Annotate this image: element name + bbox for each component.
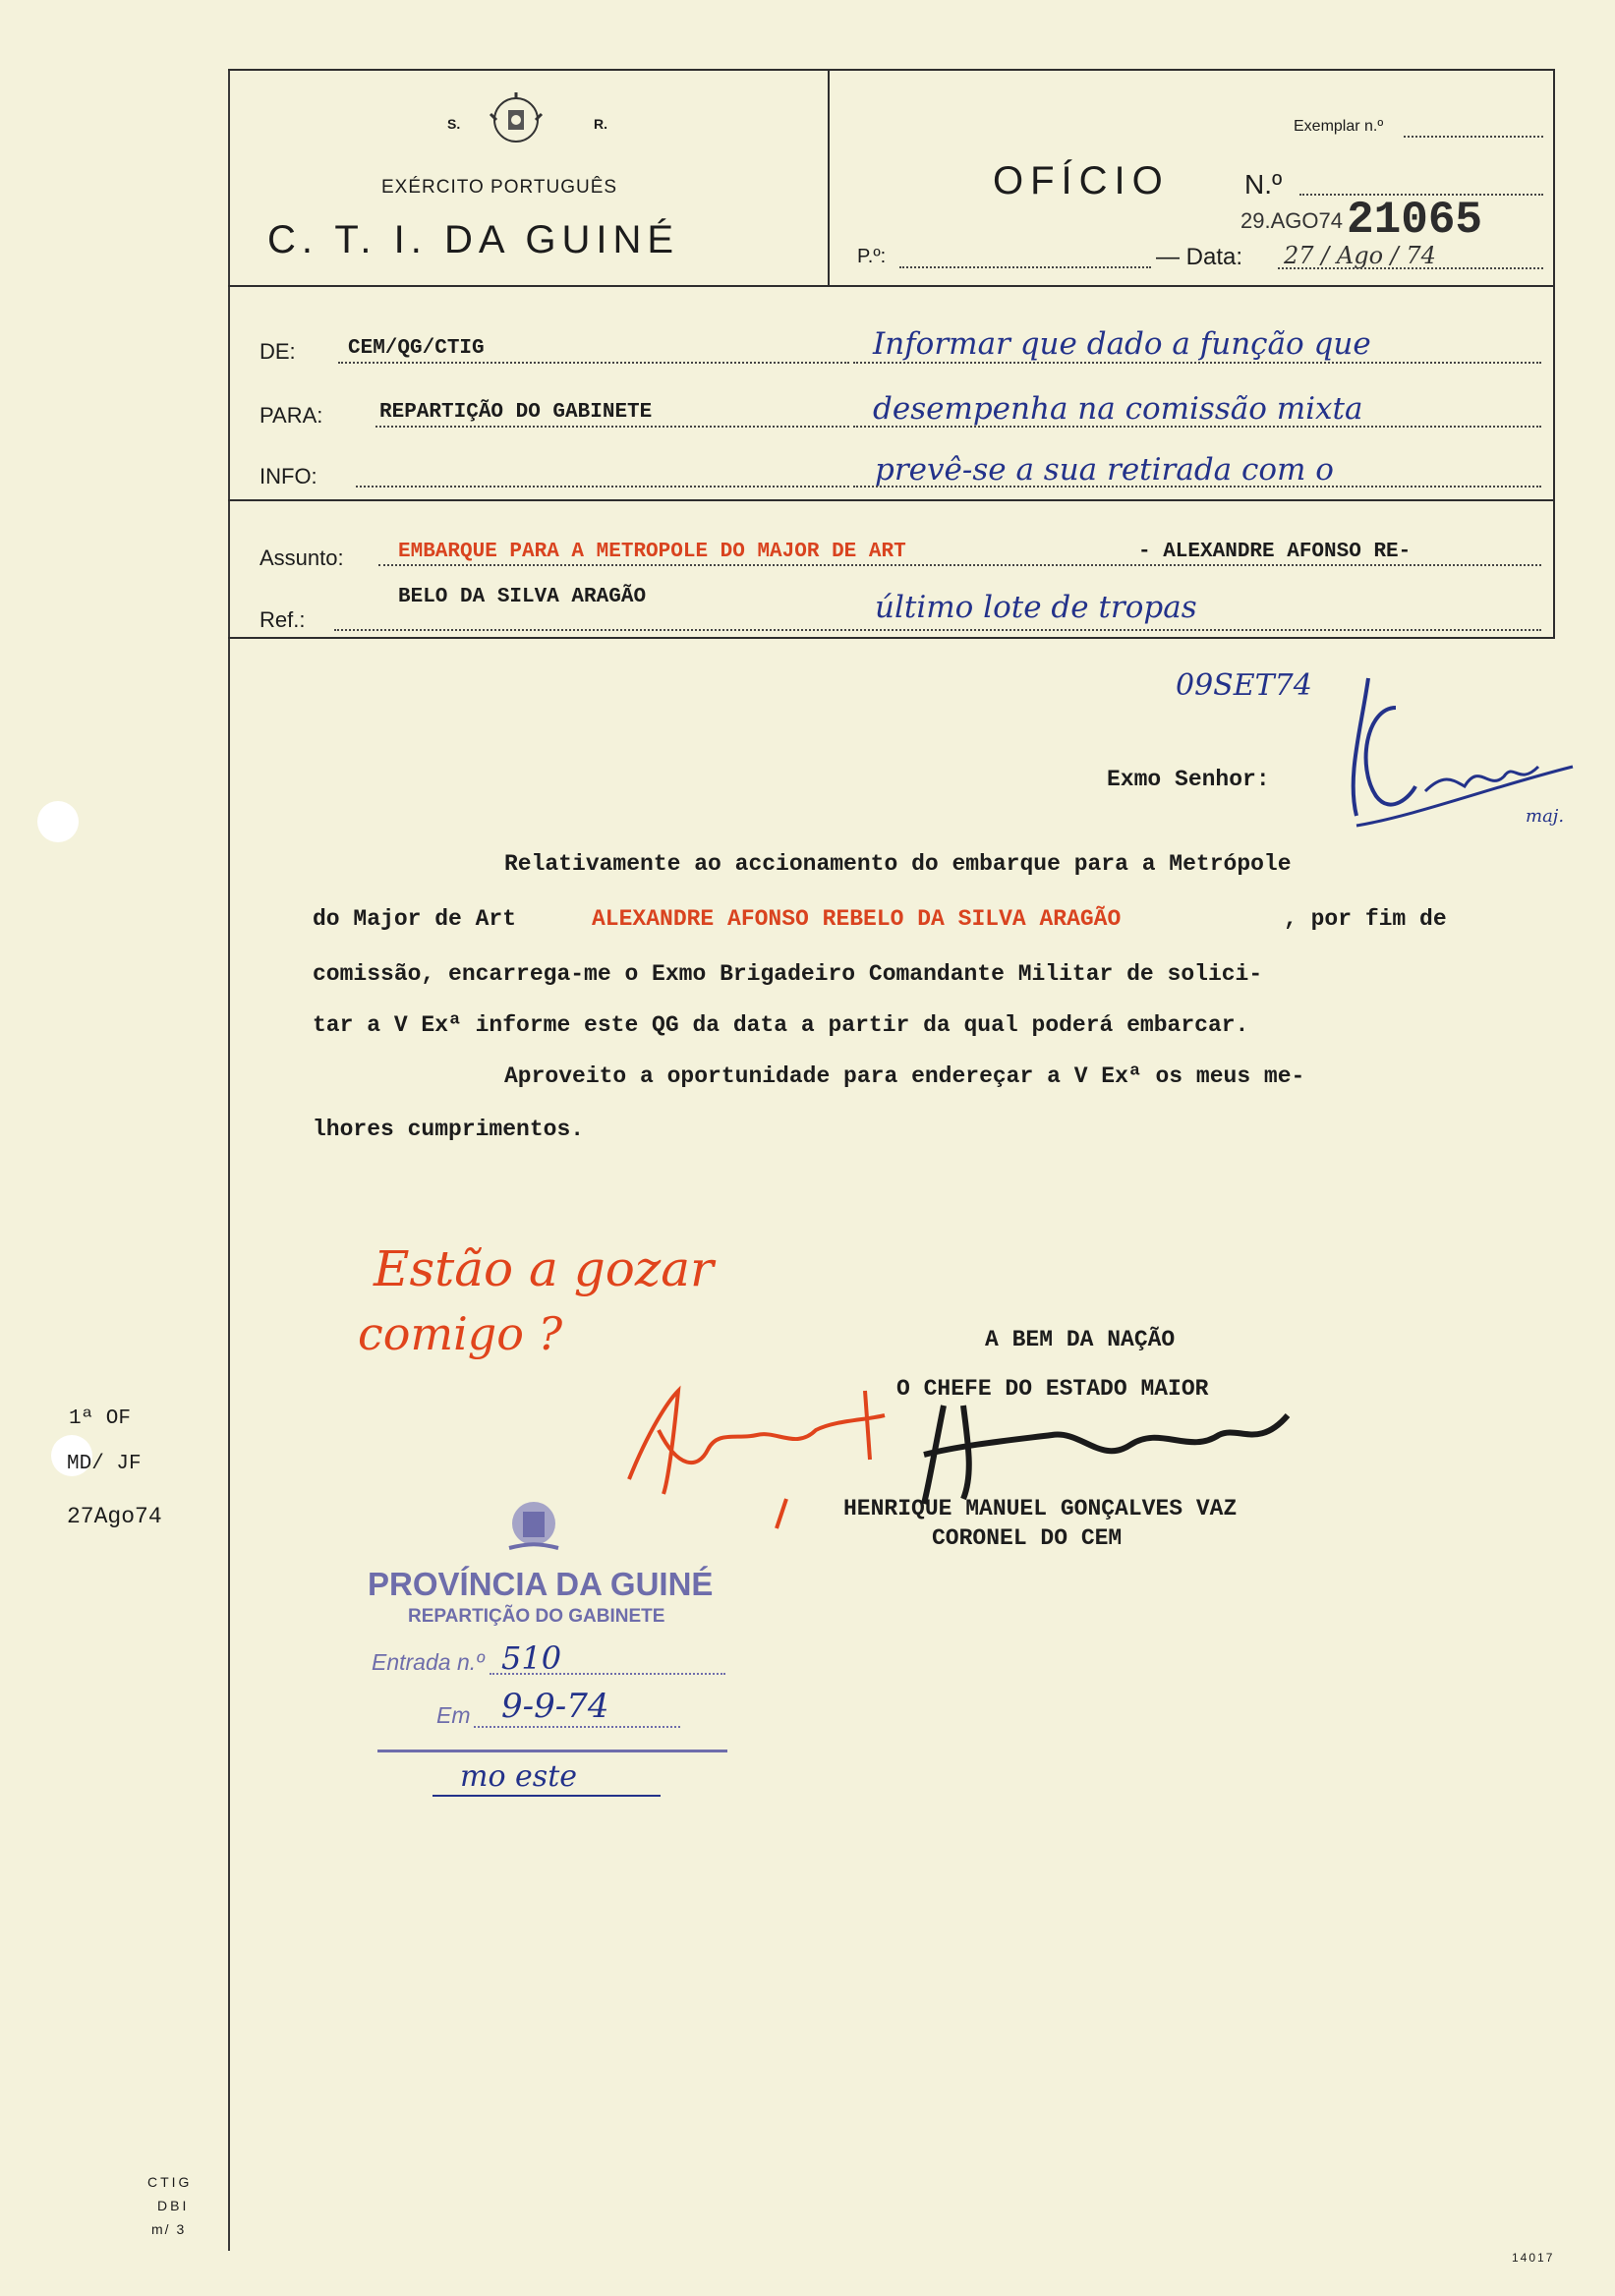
stamp-title: PROVÍNCIA DA GUINÉ [368,1566,714,1602]
exemplar-label: Exemplar n.º [1294,118,1384,135]
body-p1-line-3: comissão, encarrega-me o Exmo Brigadeiro Comandante Militar de solici- [313,961,1263,987]
assunto-part-2: - ALEXANDRE AFONSO RE- [1138,541,1412,563]
footer-code-3: m/ 3 [151,2221,187,2237]
body-p1-line-2a: do Major de Art [313,906,517,932]
body-p2-line-1: Aproveito a oportunidade para endereçar a V Exª os meus me- [504,1063,1305,1089]
stamp-em-line [474,1726,680,1728]
body-p1-line-2c: , por fim de [1284,906,1447,932]
red-signature [619,1371,914,1538]
assunto-label: Assunto: [260,545,344,570]
de-label: DE: [260,339,296,364]
data-value: 27 / Ago / 74 [1284,242,1436,269]
receipt-date: 09SET74 [1176,668,1312,703]
assunto-line-2: BELO DA SILVA ARAGÃO [398,586,647,608]
salutation: Exmo Senhor: [1107,767,1270,792]
punch-hole-top [37,801,79,842]
red-note-line-1: Estão a gozar [374,1240,714,1297]
assunto-part-1: EMBARQUE PARA A METROPOLE DO MAJOR DE ART [398,541,906,563]
initials-rank: maj. [1526,806,1565,827]
de-line [338,362,849,364]
form-number: 14017 [1512,2251,1555,2265]
para-line [375,426,849,428]
stamp-date: 29.AGO74 [1240,208,1343,233]
routing-divider [228,285,1555,287]
doc-type: OFÍCIO [993,159,1170,202]
red-note-line-2: comigo ? [358,1307,563,1360]
margin-ref-line-1: 1ª OF [69,1407,132,1430]
closing-line-2: O CHEFE DO ESTADO MAIOR [896,1376,1209,1402]
stamp-subtitle: REPARTIÇÃO DO GABINETE [408,1606,665,1627]
margin-ref-line-3: 27Ago74 [67,1504,162,1529]
closing-line-1: A BEM DA NAÇÃO [985,1327,1176,1352]
stamp-extra: mo este [460,1759,578,1794]
stamp-emblem-icon [499,1494,568,1563]
unit-title: C. T. I. DA GUINÉ [267,218,680,261]
coat-of-arms-icon [487,90,546,149]
de-value: CEM/QG/CTIG [348,337,485,360]
info-label: INFO: [260,464,317,488]
footer-code-2: DBI [157,2198,190,2213]
margin-note-line-4: último lote de tropas [875,590,1197,625]
ref-label: Ref.: [260,607,306,632]
po-label: P.º: [857,246,887,267]
subject-divider [228,499,1555,501]
body-p2-line-2: lhores cumprimentos. [313,1117,585,1142]
handwritten-initials [1317,668,1592,855]
para-label: PARA: [260,403,323,428]
footer-code-1: CTIG [147,2174,193,2190]
margin-note-line-3: prevê-se a sua retirada com o [875,452,1334,488]
data-line [1278,267,1543,269]
body-p1-line-1: Relativamente ao accionamento do embarque para a Metrópole [504,851,1292,877]
assunto-line [378,564,1541,566]
note-line-2-rule [853,426,1541,428]
stamp-entrada-value: 510 [501,1639,562,1677]
exemplar-line [1404,136,1543,138]
body-p1-line-2b: ALEXANDRE AFONSO REBELO DA SILVA ARAGÃO [592,906,1122,932]
info-line [356,486,849,488]
stamp-em-value: 9-9-74 [501,1687,609,1726]
stamp-rule [377,1750,727,1752]
stamp-entrada-label: Entrada n.º [372,1649,485,1675]
data-label: — Data: [1156,244,1243,270]
ref-line [334,629,1541,631]
coat-left-letter: S. [447,116,461,132]
doc-number: 21065 [1347,195,1483,246]
army-label: EXÉRCITO PORTUGUÊS [381,177,618,198]
margin-note-line-2: desempenha na comissão mixta [873,391,1363,427]
margin-note-line-1: Informar que dado a função que [873,326,1371,362]
stamp-em-label: Em [436,1702,471,1728]
signatory-rank: CORONEL DO CEM [932,1525,1123,1551]
margin-ref-line-2: MD/ JF [67,1453,142,1475]
number-label: N.º [1244,169,1283,200]
coat-right-letter: R. [594,116,607,132]
signatory-name: HENRIQUE MANUEL GONÇALVES VAZ [843,1496,1238,1521]
header-divider [828,69,830,287]
po-line [899,266,1151,268]
black-signature [904,1386,1317,1514]
stamp-entrada-line [490,1673,725,1675]
note-line-3-rule [853,486,1541,488]
stamp-extra-underline [433,1795,661,1797]
para-value: REPARTIÇÃO DO GABINETE [379,401,653,424]
body-p1-line-4: tar a V Exª informe este QG da data a partir da qual poderá embarcar. [313,1012,1249,1038]
note-line-1-rule [853,362,1541,364]
